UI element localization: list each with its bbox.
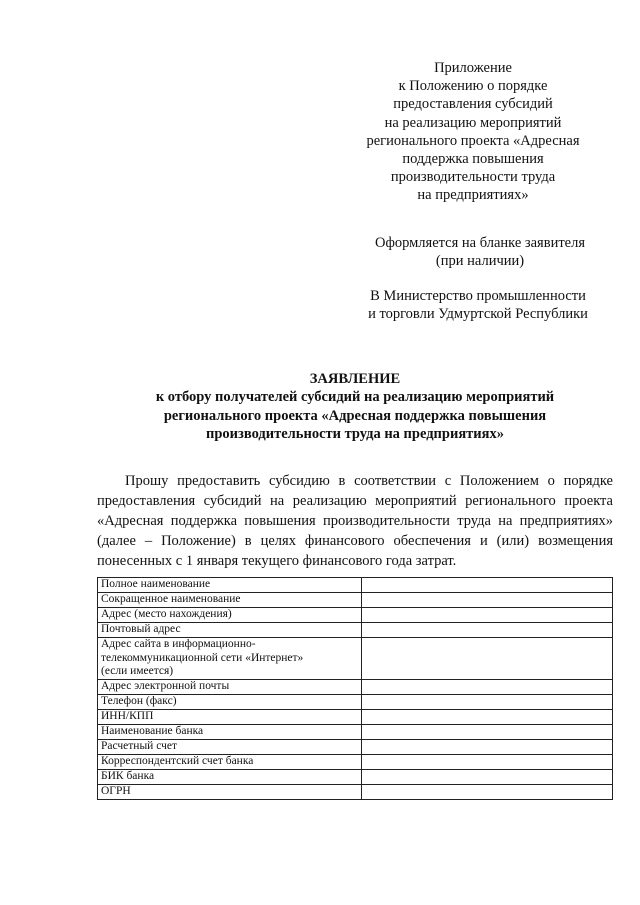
field-label-line: телекоммуникационной сети «Интернет»: [101, 651, 304, 664]
table-row: [98, 784, 613, 799]
table-row: [98, 679, 613, 694]
field-label-line: (если имеется): [101, 665, 174, 678]
appendix-line: на предприятиях»: [417, 187, 529, 204]
field-label-line: Полное наименование: [101, 578, 211, 590]
field-label: [98, 608, 362, 623]
field-label: [98, 679, 362, 694]
field-label: [98, 638, 362, 680]
table-row: [98, 638, 613, 680]
table-row: [98, 623, 613, 638]
appendix-line: регионального проекта «Адресная: [366, 132, 580, 149]
table-row: [98, 769, 613, 784]
field-label: [98, 754, 362, 769]
appendix-line: поддержка повышения: [402, 151, 544, 168]
field-label: [98, 623, 362, 638]
application-title: [100, 370, 610, 444]
table-row: [98, 709, 613, 724]
field-label: [98, 784, 362, 799]
field-value-cell[interactable]: [361, 623, 612, 638]
appendix-header: [353, 59, 593, 205]
letterhead-note: [365, 234, 595, 270]
field-value-cell[interactable]: [361, 578, 612, 593]
field-value-cell[interactable]: [361, 608, 612, 623]
request-line: Прошу предоставить субсидию в соответствии с Положением о порядке: [125, 473, 613, 489]
title-subtitle-line: производительности труда на предприятиях»: [206, 426, 504, 443]
title-subtitle-line: к отбору получателей субсидий на реализацию мероприятий: [155, 389, 555, 406]
field-value-cell[interactable]: [361, 769, 612, 784]
request-line: (далее – Положение) в целях финансового обеспечения и (или) возмещения: [97, 533, 613, 549]
request-paragraph: [97, 471, 613, 571]
field-label-line: Адрес (место нахождения): [101, 608, 232, 620]
table-row: [98, 578, 613, 593]
field-label-line: Телефон (факс): [101, 694, 177, 707]
title-subtitle-line: регионального проекта «Адресная поддержка повышения: [163, 407, 547, 424]
field-label-line: Адрес сайта в информационно-: [101, 638, 256, 650]
table-row: [98, 608, 613, 623]
appendix-line: предоставления субсидий: [393, 96, 553, 113]
field-value-cell[interactable]: [361, 724, 612, 739]
addressee-block: [353, 287, 603, 323]
request-line: понесенных с 1 января текущего финансового года затрат.: [97, 553, 457, 569]
request-line: «Адресная поддержка повышения производительности труда на предприятиях»: [97, 513, 613, 529]
field-label-line: Адрес электронной почты: [101, 679, 230, 692]
field-value-cell[interactable]: [361, 638, 612, 680]
field-value-cell[interactable]: [361, 709, 612, 724]
letterhead-line: (при наличии): [435, 253, 525, 270]
request-line: предоставления субсидий на реализацию мероприятий регионального проекта: [97, 493, 613, 509]
field-label: [98, 578, 362, 593]
table-row: [98, 694, 613, 709]
field-value-cell[interactable]: [361, 784, 612, 799]
field-label-line: Расчетный счет: [101, 739, 177, 752]
field-value-cell[interactable]: [361, 593, 612, 608]
title-heading: ЗАЯВЛЕНИЕ: [309, 371, 401, 387]
field-label-line: Почтовый адрес: [101, 623, 181, 635]
field-value-cell[interactable]: [361, 754, 612, 769]
field-value-cell[interactable]: [361, 679, 612, 694]
appendix-line: Приложение: [434, 60, 512, 76]
field-label-line: БИК банка: [101, 769, 155, 782]
field-label: [98, 724, 362, 739]
field-label-line: Сокращенное наименование: [101, 593, 241, 605]
appendix-line: производительности труда: [390, 169, 556, 186]
field-label-line: ИНН/КПП: [101, 709, 154, 722]
applicant-details-table: [97, 577, 613, 800]
appendix-line: к Положению о порядке: [398, 78, 548, 95]
field-label: [98, 593, 362, 608]
field-label-line: Корреспондентский счет банка: [101, 754, 254, 767]
addressee-line: и торговли Удмуртской Республики: [368, 306, 588, 323]
field-label: [98, 694, 362, 709]
field-label-line: ОГРН: [101, 784, 131, 797]
addressee-line: В Министерство промышленности: [370, 288, 586, 304]
field-label-line: Наименование банка: [101, 724, 204, 737]
table-row: [98, 739, 613, 754]
table-row: [98, 724, 613, 739]
field-value-cell[interactable]: [361, 739, 612, 754]
letterhead-line: Оформляется на бланке заявителя: [374, 235, 586, 251]
table-row: [98, 754, 613, 769]
field-label: [98, 709, 362, 724]
field-value-cell[interactable]: [361, 694, 612, 709]
field-label: [98, 739, 362, 754]
field-label: [98, 769, 362, 784]
table-row: [98, 593, 613, 608]
appendix-line: на реализацию мероприятий: [384, 114, 562, 131]
